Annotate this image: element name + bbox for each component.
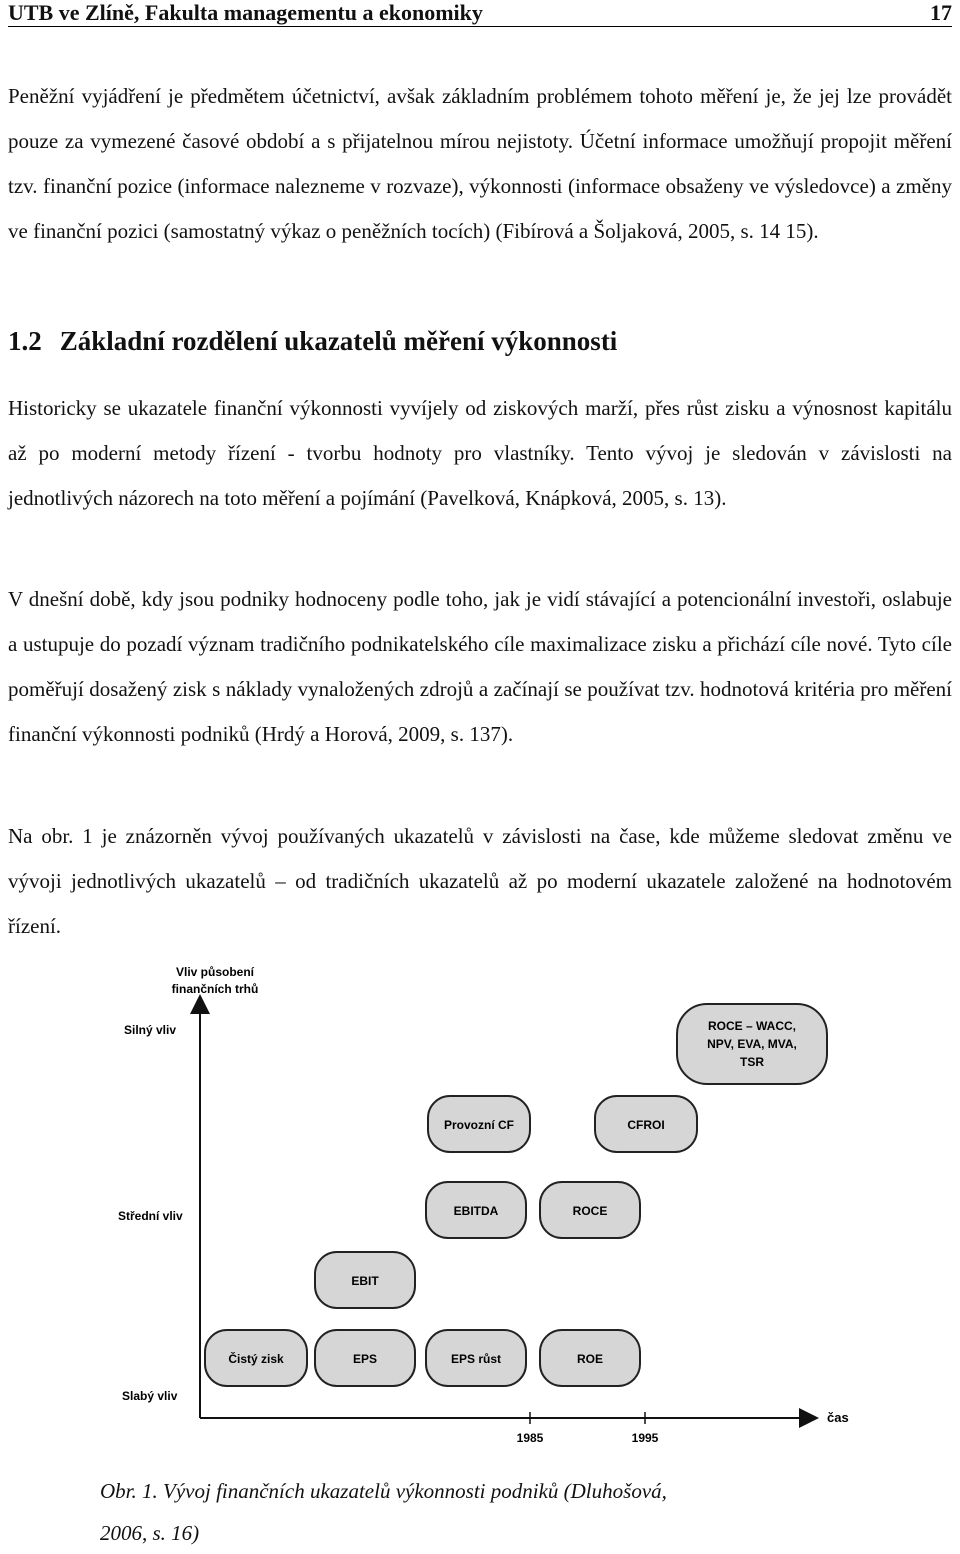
- year-1985-label: 1985: [516, 1431, 544, 1445]
- box-provozni-cf-label: Provozní CF: [443, 1118, 515, 1132]
- box-ebit-label: EBIT: [351, 1274, 379, 1288]
- box-modern-line1: ROCE – WACC,: [707, 1019, 797, 1033]
- box-modern-line3: TSR: [740, 1055, 764, 1069]
- figure-indicator-evolution: [110, 960, 850, 1450]
- y-axis-title-line2: finančních trhů: [171, 982, 259, 996]
- section-heading: [8, 326, 617, 357]
- paragraph-2: Historicky se ukazatele finanční výkonnosti vyvíjely od ziskových marží, přes růst zisku a výnosnost kapitálu až po moderní metody řízení - tvorbu hodnoty pro vlastníky. Tento vývoj je sledován v závislosti na jednotlivých názorech na toto měření a pojímání (Pavelková, Knápková, 2005, s. 13).: [8, 396, 952, 510]
- page-header: [8, 0, 952, 27]
- header-title: UTB ve Zlíně, Fakulta managementu a ekonomiky: [8, 0, 483, 25]
- box-roe-label: ROE: [576, 1352, 604, 1366]
- box-roce-label: ROCE: [572, 1204, 608, 1218]
- paragraph-3: V dnešní době, kdy jsou podniky hodnoceny podle toho, jak je vidí stávající a potencionální investoři, oslabuje a ustupuje do pozadí význam tradičního podnikatelského cíle maximalizace zisku a přichází cíle nové. Tyto cíle poměřují dosažený zisk s náklady vynaložených zdrojů a začínají se používat tzv. hodnotová kritéria pro měření finanční výkonnosti podniků (Hrdý a Horová, 2009, s. 137).: [8, 587, 952, 746]
- box-modern-line2: NPV, EVA, MVA,: [707, 1037, 797, 1051]
- indicator-diagram: [110, 960, 850, 1450]
- paragraph-4: Na obr. 1 je znázorněn vývoj používaných ukazatelů v závislosti na čase, kde můžeme sledovat změnu ve vývoji jednotlivých ukazatelů – od tradičních ukazatelů až po moderní ukazatele založené na hodnotovém řízení.: [8, 824, 952, 938]
- section-number: 1.2: [8, 326, 42, 356]
- level-medium-label: Střední vliv: [118, 1209, 183, 1223]
- y-axis-title-line1: Vliv působení: [175, 965, 255, 979]
- paragraph-1: Peněžní vyjádření je předmětem účetnictví, avšak základním problémem tohoto měření je, že jej lze provádět pouze za vymezené časové období a s přijatelnou mírou nejistoty. Účetní informace umožňují propojit měření tzv. finanční pozice (informace nalezneme v rozvaze), výkonnosti (informace obsaženy ve výsledovce) a změny ve finanční pozici (samostatný výkaz o peněžních tocích) (Fibírová a Šoljaková, 2005, s. 14 15).: [8, 84, 952, 243]
- caption-line2: 2006, s. 16): [100, 1521, 200, 1545]
- page-number: 17: [930, 0, 952, 25]
- box-ebitda-label: EBITDA: [453, 1204, 499, 1218]
- figure-caption: [100, 1470, 860, 1554]
- year-1995-label: 1995: [631, 1431, 659, 1445]
- level-weak-label: Slabý vliv: [122, 1389, 178, 1403]
- x-axis-title: čas: [827, 1410, 849, 1425]
- box-cisty-zisk-label: Čistý zisk: [228, 1352, 284, 1366]
- section-title: Základní rozdělení ukazatelů měření výkonnosti: [59, 326, 618, 356]
- box-eps-label: EPS: [352, 1352, 378, 1366]
- box-eps-rust-label: EPS růst: [450, 1352, 502, 1366]
- caption-line1: Obr. 1. Vývoj finančních ukazatelů výkonnosti podniků (Dluhošová,: [100, 1479, 667, 1503]
- box-cfroi-label: CFROI: [627, 1118, 665, 1132]
- level-strong-label: Silný vliv: [124, 1023, 177, 1037]
